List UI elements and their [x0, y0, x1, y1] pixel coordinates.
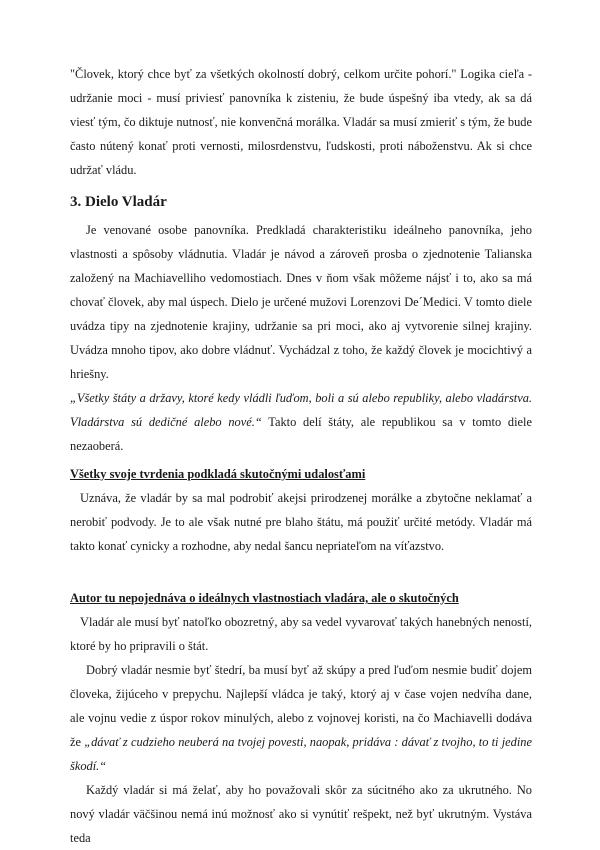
- compassion-paragraph: Každý vladár si má želať, aby ho považovali skôr za súcitného ako za ukrutného. No nový vladár väčšinou nemá inú možnosť ako si vynútiť rešpekt, než byť ukrutným. Vystáva teda: [70, 783, 532, 845]
- subheading-real-qualities: Autor tu nepojednáva o ideálnych vlastnostiach vladára, ale o skutočných: [70, 591, 459, 605]
- real-events-paragraph: Uznáva, že vladár by sa mal podrobiť akejsi prirodzenej morálke a zbytočne neklamať a nerobiť podvody. Je to ale však nutné pre blaho štátu, má použiť určité metódy. Vladár má takto konať cynicky a rozhodne, aby nedal šancu nepriateľom na víťazstvo.: [70, 491, 532, 553]
- intro-paragraph: [70, 62, 532, 182]
- subheading-real-events: Všetky svoje tvrdenia podkladá skutočnými udalosťami: [70, 467, 366, 481]
- cautious-ruler-paragraph: Vladár ale musí byť natoľko obozretný, aby sa vedel vyvarovať takých hanebných neností, ktoré by ho pripravili o štát.: [70, 615, 532, 653]
- section-paragraph: Je venované osobe panovníka. Predkladá charakteristiku ideálneho panovníka, jeho vlastnosti a spôsoby vládnutia. Vladár je návod a zároveň prosba o zjednotenie Talianska založený na Machiavelliho vedomostiach. Dnes v ňom však môžeme nájsť i to, ako sa má chovať človek, aby mal úspech. Dielo je určené mužovi Lorenzovi De´Medici. V tomto diele uvádza tipy na zjednotenie krajiny, udržanie sa pri moci, ako aj vytvorenie silnej krajiny. Uvádza mnoho tipov, ako dobre vládnuť. Vychádzal z toho, že každý človek je mocichtivý a hriešny.: [70, 223, 532, 381]
- document-page: [70, 62, 532, 850]
- states-text: Takto delí štáty, ale republikou sa v tomto diele nezaoberá.: [70, 415, 532, 453]
- good-ruler-text: Dobrý vladár nesmie byť štedrí, ba musí byť až skúpy a pred ľuďom nesmie budiť dojem človeka, žijúceho v prepychu. Najlepší vládca je taký, ktorý aj v čase vojen nedvíha dane, ale vojnu vedie z úspor rokov minulých, alebo z vojnovej koristi, na čo Machiavelli dodáva že: [70, 663, 532, 749]
- good-ruler-paragraph: [70, 658, 532, 778]
- states-quote: „Všetky štáty a državy, ktoré kedy vládli ľuďom, boli a sú alebo republiky, alebo vladárstva. Vladárstva sú dedičné alebo nové.“: [70, 391, 532, 429]
- blank-line: [70, 558, 532, 582]
- intro-text: Logika cieľa - udržanie moci - musí priviesť panovníka k zisteniu, že bude úspešný iba vtedy, ak sa dá viesť tým, čo diktuje nutnosť, nie konvenčná morálka. Vladár sa musí zmieriť s tým, že bude často nútený konať proti vernosti, milosrdenstvu, ľudskosti, proti náboženstvu. Ak si chce udržať vládu.: [70, 67, 532, 177]
- good-ruler-quote: „dávať z cudzieho neuberá na tvojej povesti, naopak, pridáva : dávať z tvojho, to ti jedine škodí.“: [70, 735, 532, 773]
- section-heading: 3. Dielo Vladár: [70, 194, 167, 210]
- states-paragraph: [70, 386, 532, 458]
- intro-quote: "Človek, ktorý chce byť za všetkých okolností dobrý, celkom určite pohorí.": [70, 67, 457, 81]
